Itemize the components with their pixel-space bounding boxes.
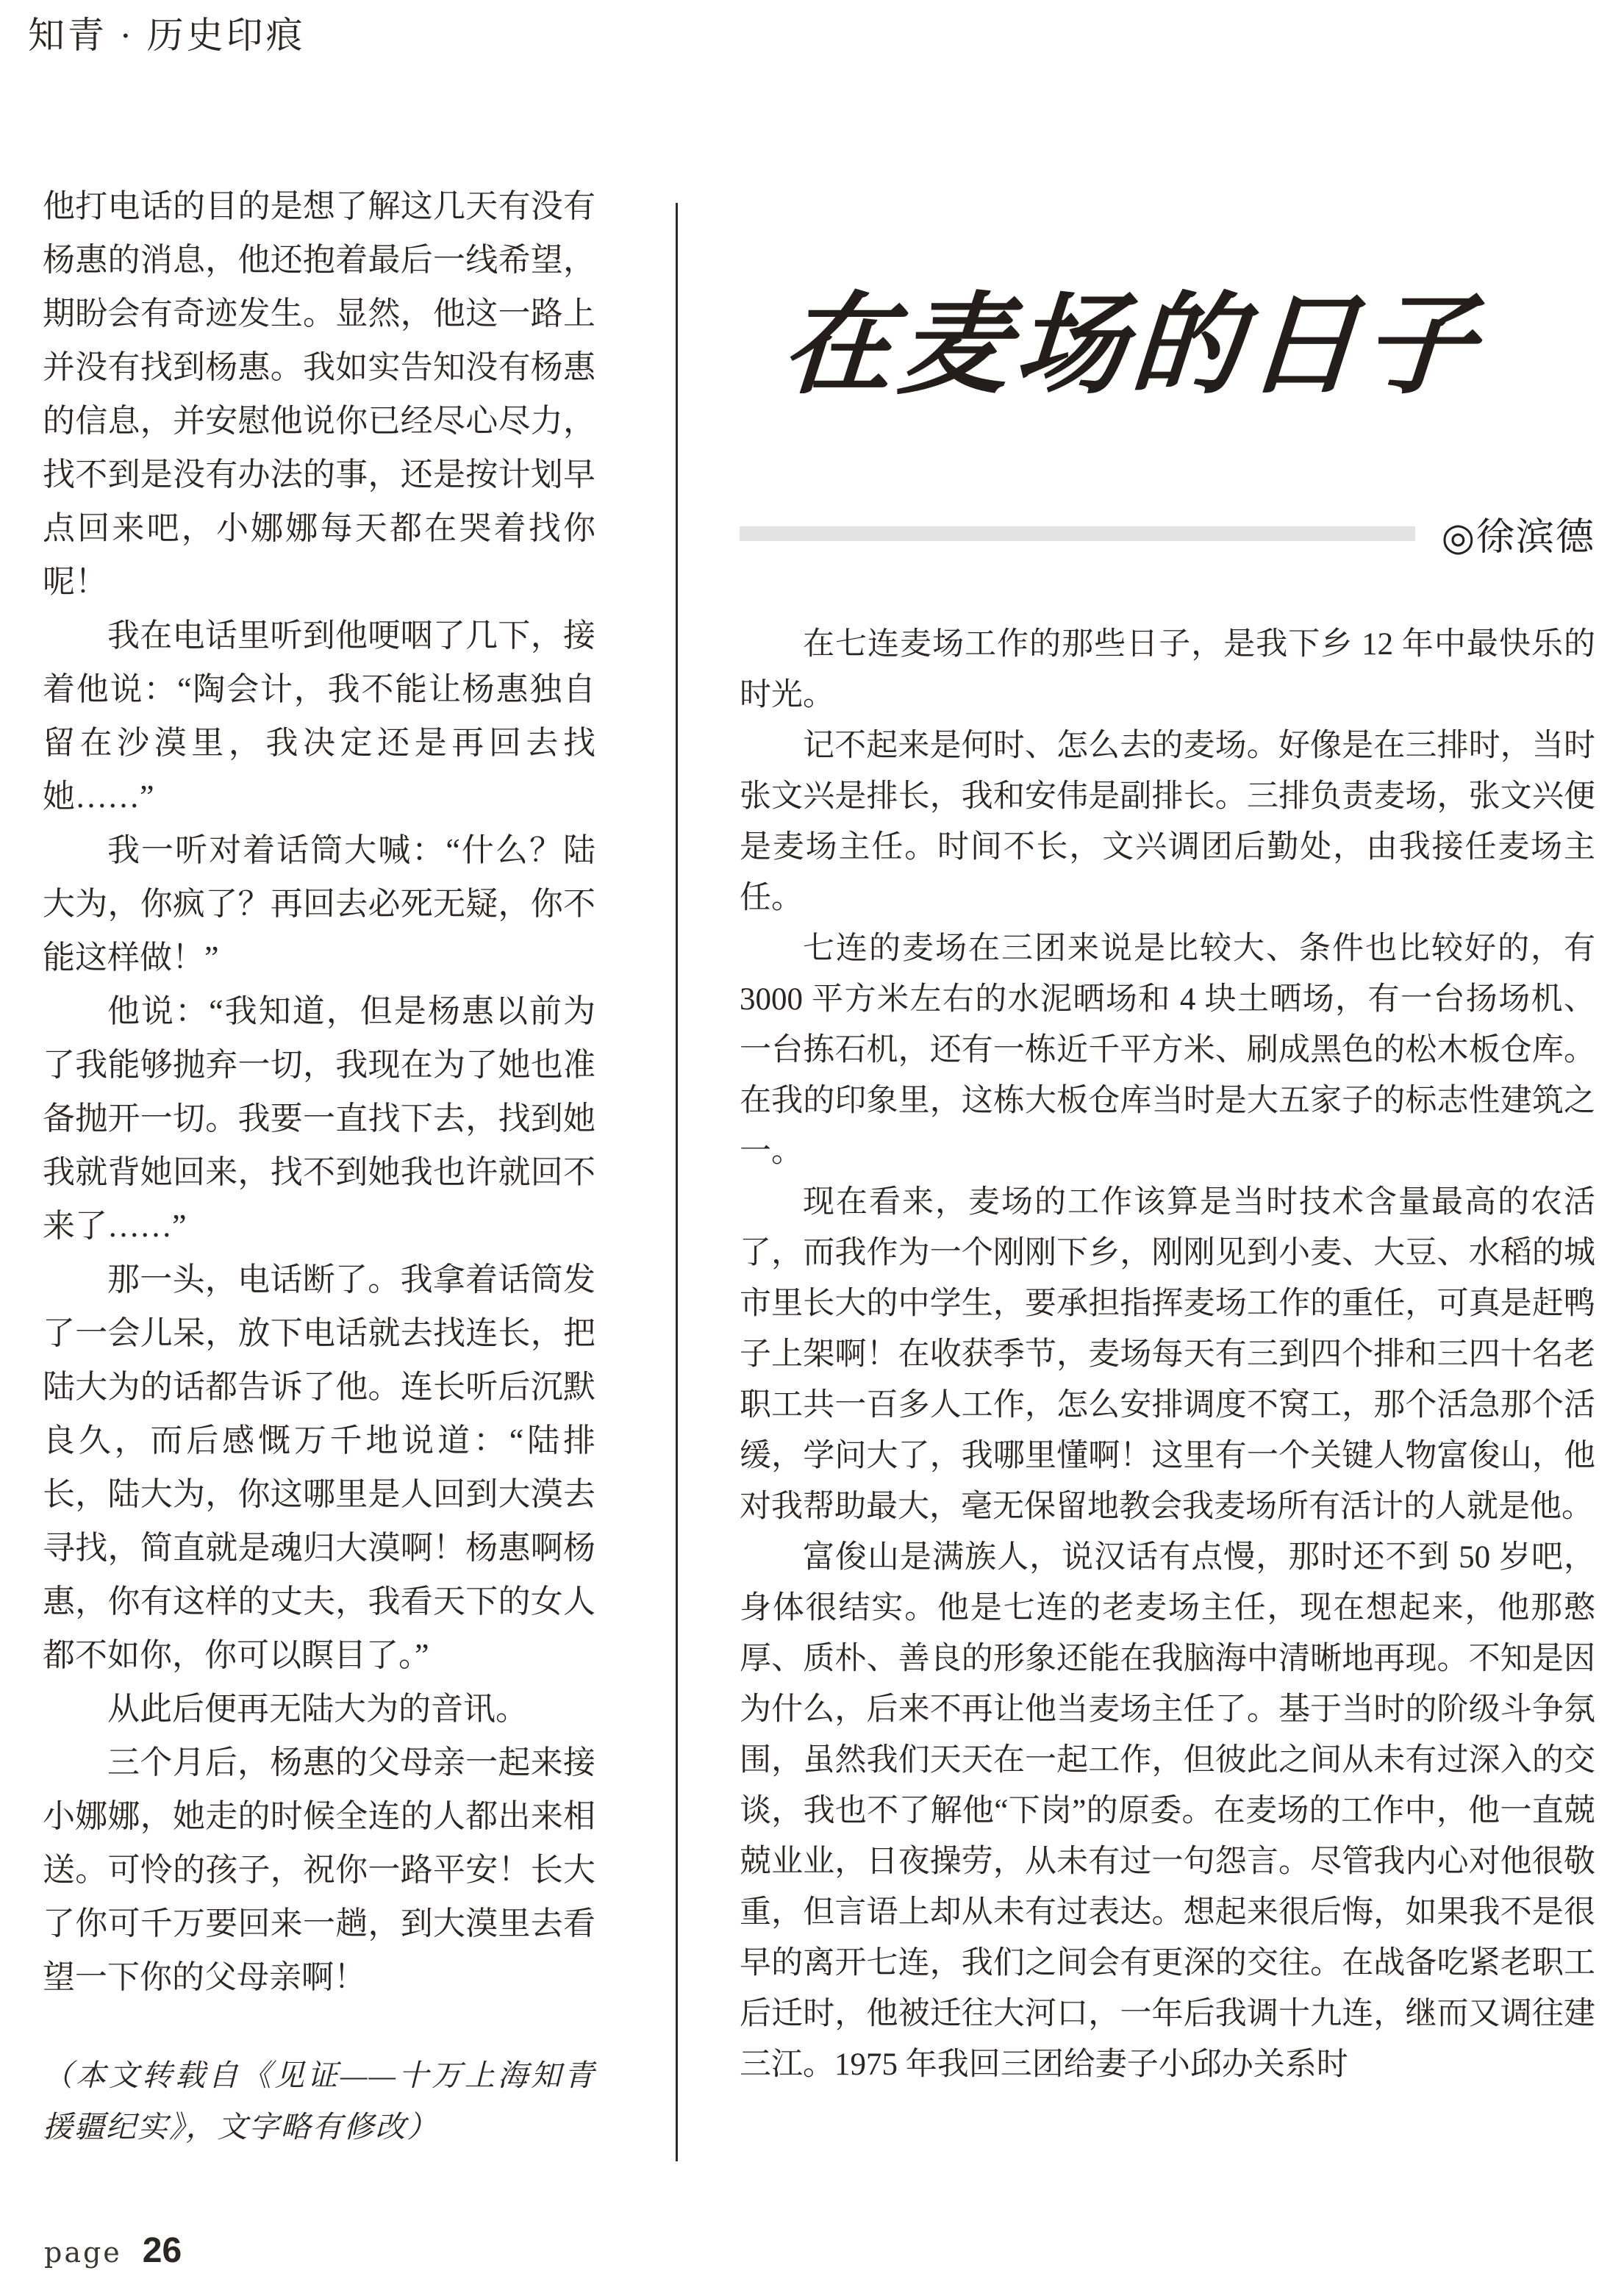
section-header: 知青 · 历史印痕 [28, 15, 306, 56]
article-author: ◎徐滨德 [1441, 517, 1595, 559]
story-paragraph: 我在电话里听到他哽咽了几下，接着他说：“陶会计，我不能让杨惠独自留在沙漠里，我决定还是再回去找她……” [43, 618, 595, 815]
page-footer [44, 2230, 182, 2271]
story-paragraph: 他打电话的目的是想了解这几天有没有杨惠的消息，他还抱着最后一线希望，期盼会有奇迹发生。显然，他这一路上并没有找到杨惠。我如实告知没有杨惠的信息，并安慰他说你已经尽心尽力，找不到是没有办法的事，还是按计划早点回来吧，小娜娜每天都在哭着找你呢！ [43, 188, 595, 600]
source-note: （本文转载自《见证——十万上海知青援疆纪实》，文字略有修改） [43, 2058, 595, 2144]
article-paragraph: 记不起来是何时、怎么去的麦场。好像是在三排时，当时张文兴是排长，我和安伟是副排长。三排负责麦场，张文兴便是麦场主任。时间不长，文兴调团后勤处，由我接任麦场主任。 [740, 729, 1595, 915]
left-text-column [43, 179, 595, 2152]
byline-row [740, 506, 1595, 561]
column-divider-rule [676, 203, 678, 2161]
story-paragraph: 那一头，电话断了。我拿着话筒发了一会儿呆，放下电话就去找连长，把陆大为的话都告诉了他。连长听后沉默良久，而后感慨万千地说道：“陆排长，陆大为，你这哪里是人回到大漠去寻找，简直就是魂归大漠啊！杨惠啊杨惠，你有这样的丈夫，我看天下的女人都不如你，你可以瞑目了。” [43, 1262, 595, 1673]
article-paragraph: 富俊山是满族人，说汉话有点慢，那时还不到 50 岁吧，身体很结实。他是七连的老麦场主任，现在想起来，他那憨厚、质朴、善良的形象还能在我脑海中清晰地再现。不知是因为什么，后来不再让他当麦场主任了。基于当时的阶级斗争氛围，虽然我们天天在一起工作，但彼此之间从未有过深入的交谈，我也不了解他“下岗”的原委。在麦场的工作中，他一直兢兢业业，日夜操劳，从未有过一句怨言。尽管我内心对他很敬重，但言语上却从未有过表达。想起来很后悔，如果我不是很早的离开七连，我们之间会有更深的交往。在战备吃紧老职工后迁时，他被迁往大河口，一年后我调十九连，继而又调往建三江。1975 年我回三团给妻子小邱办关系时 [740, 1540, 1595, 2082]
page-number: 26 [142, 2231, 182, 2270]
story-paragraph: 从此后便再无陆大为的音讯。 [107, 1691, 528, 1727]
story-paragraph: 我一听对着话筒大喊：“什么？陆大为，你疯了？再回去必死无疑，你不能这样做！” [43, 832, 595, 976]
article-paragraph: 在七连麦场工作的那些日子，是我下乡 12 年中最快乐的时光。 [740, 627, 1595, 712]
right-article-column [740, 0, 1595, 2276]
page-label: page [44, 2236, 122, 2269]
story-paragraph: 他说：“我知道，但是杨惠以前为了我能够抛弃一切，我现在为了她也准备抛开一切。我要一直找下去，找到她我就背她回来，找不到她我也许就回不来了……” [43, 993, 595, 1244]
article-title: 在麦场的日子 [779, 285, 1484, 407]
article-paragraph: 现在看来，麦场的工作该算是当时技术含量最高的农活了，而我作为一个刚刚下乡，刚刚见到小麦、大豆、水稻的城市里长大的中学生，要承担指挥麦场工作的重任，可真是赶鸭子上架啊！在收获季节，麦场每天有三到四个排和三四十名老职工共一百多人工作，怎么安排调度不窝工，那个活急那个活缓，学问大了，我哪里懂啊！这里有一个关键人物富俊山，他对我帮助最大，毫无保留地教会我麦场所有活计的人就是他。 [740, 1185, 1595, 1524]
article-paragraph: 七连的麦场在三团来说是比较大、条件也比较好的，有 3000 平方米左右的水泥晒场和 4 块土晒场，有一台扬场机、一台拣石机，还有一栋近千平方米、刷成黑色的松木板仓库。在我的印象里，这栋大板仓库当时是大五家子的标志性建筑之一。 [740, 931, 1595, 1169]
article-body [740, 619, 1595, 2090]
title-underline-bar [740, 526, 1415, 541]
story-paragraph: 三个月后，杨惠的父母亲一起来接小娜娜，她走的时候全连的人都出来相送。可怜的孩子，祝你一路平安！长大了你可千万要回来一趟，到大漠里去看望一下你的父母亲啊！ [43, 1744, 595, 1995]
